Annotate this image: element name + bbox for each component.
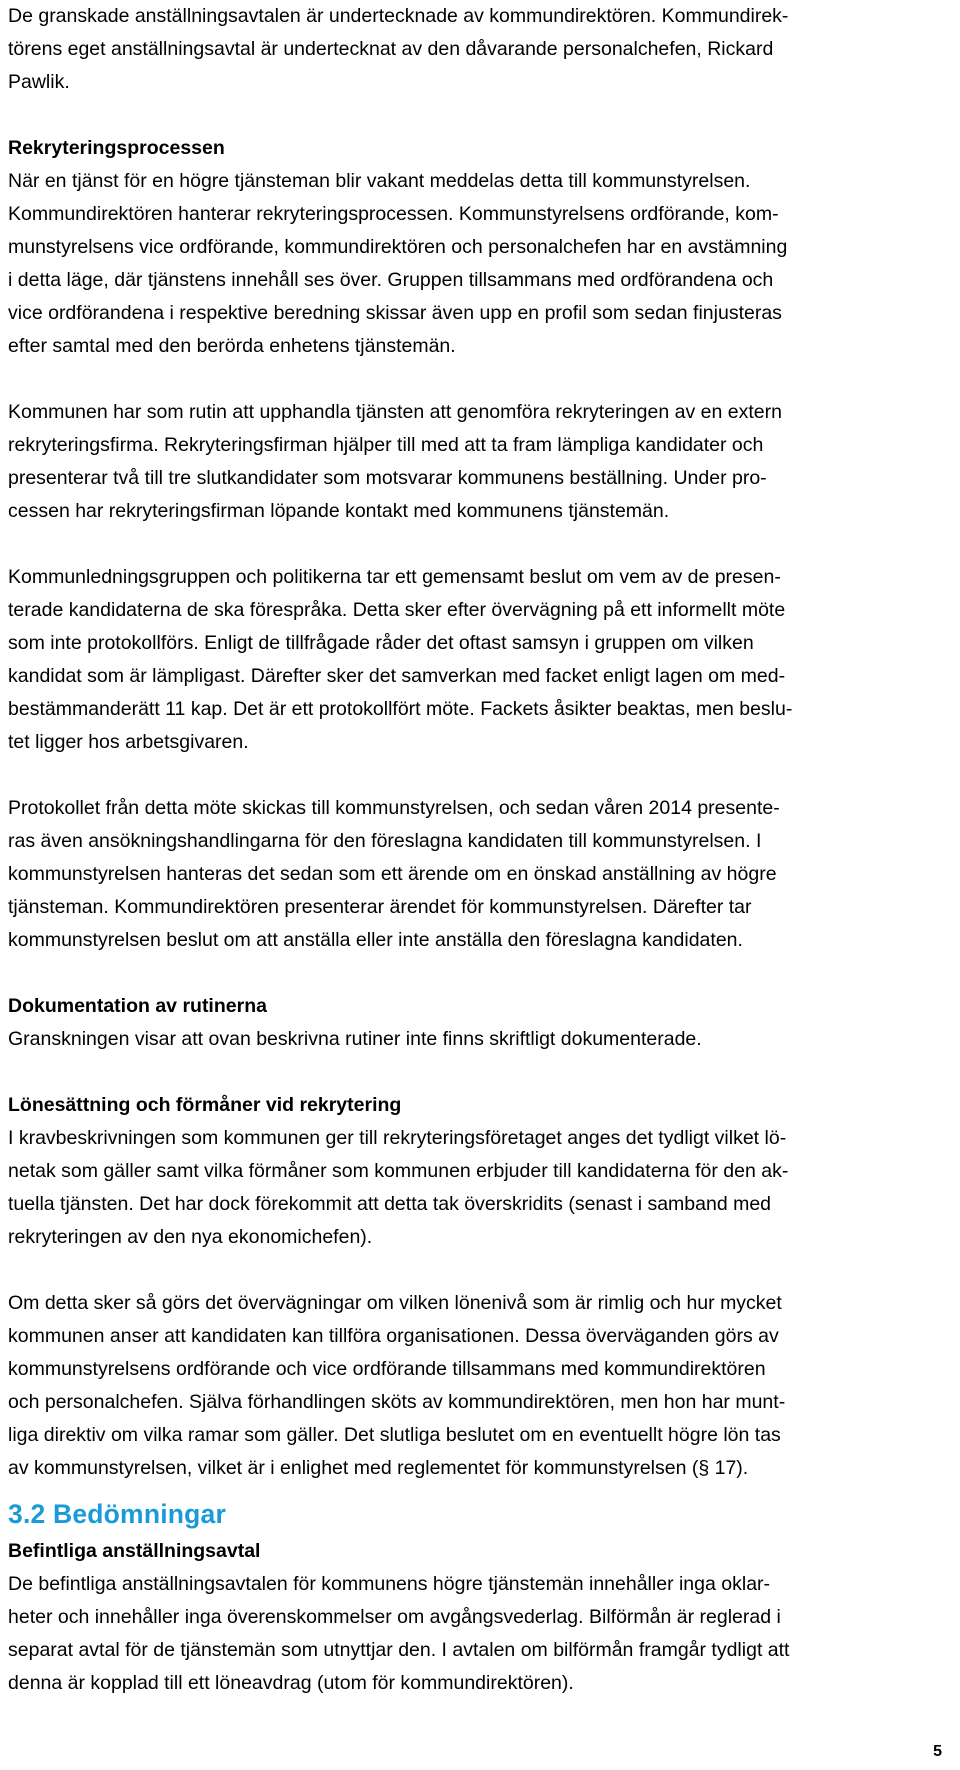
paragraph-gap — [8, 957, 948, 990]
paragraph-kravbeskrivningen: I kravbeskrivningen som kommunen ger till rekryteringsföretaget anges det tydligt vilket lö- netak som gäller samt vilka förmåner som kommunen erbjuder till kandidaterna för den ak- tuella tjänsten. Det har dock förekommit att detta tak överskridits (senast i samband med rekryteringen av den nya ekonomichefen). — [8, 1127, 789, 1248]
page-number: 5 — [933, 1743, 942, 1760]
heading-befintliga-avtal: Befintliga anställningsavtal — [8, 1540, 261, 1562]
paragraph-rekrytering-vakant: När en tjänst för en högre tjänsteman blir vakant meddelas detta till kommunstyrelsen. Kommundirektören hanterar rekryteringsprocessen. Kommunstyrelsens ordförande, kom- munstyrelsens vice ordförande, kommundirektören och personalchefen har en avstämning i detta läge, där tjänstens innehåll ses över. Gruppen tillsammans med ordförandena och vice ordförandena i respektive beredning skissar även upp en profil som sedan finjusteras efter samtal med den berörda enhetens tjänstemän. — [8, 170, 788, 357]
paragraph-protokollet: Protokollet från detta möte skickas till kommunstyrelsen, och sedan våren 2014 presente- ras även ansökningshandlingarna för den föreslagna kandidaten till kommunstyrelsen. I kommunstyrelsen hanteras det sedan som ett ärende om en önskad anställning av högre tjänsteman. Kommundirektören presenterar ärendet för kommunstyrelsen. Därefter tar kommunstyrelsen beslut om att anställa eller inte anställa den föreslagna kandidaten. — [8, 797, 780, 951]
paragraph-kommunledningsgruppen: Kommunledningsgruppen och politikerna tar ett gemensamt beslut om vem av de presen- terade kandidaterna de ska förespråka. Detta sker efter övervägning på ett informellt möte som inte protokollförs. Enligt de tillfrågade råder det oftast samsyn i gruppen om vilken kandidat som är lämpligast. Därefter sker det samverkan med facket enligt lagen om med- bestämmanderätt 11 kap. Det är ett protokollfört möte. Fackets åsikter beaktas, men beslu- tet ligger hos arbetsgivaren. — [8, 566, 793, 753]
heading-rekryteringsprocessen: Rekryteringsprocessen — [8, 137, 225, 159]
paragraph-anstallningsavtal: De granskade anställningsavtalen är undertecknade av kommundirektören. Kommundirek- törens eget anställningsavtal är undertecknat av den dåvarande personalchefen, Rickard Pawlik. — [8, 5, 789, 93]
section-heading-bedomningar: 3.2 Bedömningar — [8, 1499, 226, 1529]
paragraph-befintliga-avtal: De befintliga anställningsavtalen för kommunens högre tjänstemän innehåller inga oklar- heter och innehåller inga överenskommelser om avgångsvederlag. Bilförmån är reglerad i separat avtal för de tjänstemän som utnyttjar den. I avtalen om bilförmån framgår tydligt att denna är kopplad till ett löneavdrag (utom för kommundirektören). — [8, 1573, 790, 1694]
document-page — [8, 0, 948, 1700]
paragraph-rekryteringsfirma: Kommunen har som rutin att upphandla tjänsten att genomföra rekryteringen av en extern rekryteringsfirma. Rekryteringsfirman hjälper till med att ta fram lämpliga kandidater och presenterar två till tre slutkandidater som motsvarar kommunens beställning. Under pro- cessen har rekryteringsfirman löpande kontakt med kommunens tjänstemän. — [8, 401, 782, 522]
paragraph-gap — [8, 1254, 948, 1287]
heading-lonesattning: Lönesättning och förmåner vid rekrytering — [8, 1094, 402, 1116]
paragraph-gap — [8, 1056, 948, 1089]
paragraph-overvagningar: Om detta sker så görs det övervägningar om vilken lönenivå som är rimlig och hur mycket kommunen anser att kandidaten kan tillföra organisationen. Dessa överväganden görs av kommunstyrelsens ordförande och vice ordförande tillsammans med kommundirektören och personalchefen. Själva förhandlingen sköts av kommundirektören, men hon har munt- liga direktiv om vilka ramar som gäller. Det slutliga beslutet om en eventuellt högre lön tas av kommunstyrelsen, vilket är i enlighet med reglementet för kommunstyrelsen (§ 17). — [8, 1292, 786, 1479]
paragraph-gap — [8, 363, 948, 396]
paragraph-gap — [8, 99, 948, 132]
paragraph-dokumentation: Granskningen visar att ovan beskrivna rutiner inte finns skriftligt dokumenterade. — [8, 1028, 702, 1050]
heading-dokumentation: Dokumentation av rutinerna — [8, 995, 267, 1017]
paragraph-gap — [8, 759, 948, 792]
paragraph-gap — [8, 528, 948, 561]
